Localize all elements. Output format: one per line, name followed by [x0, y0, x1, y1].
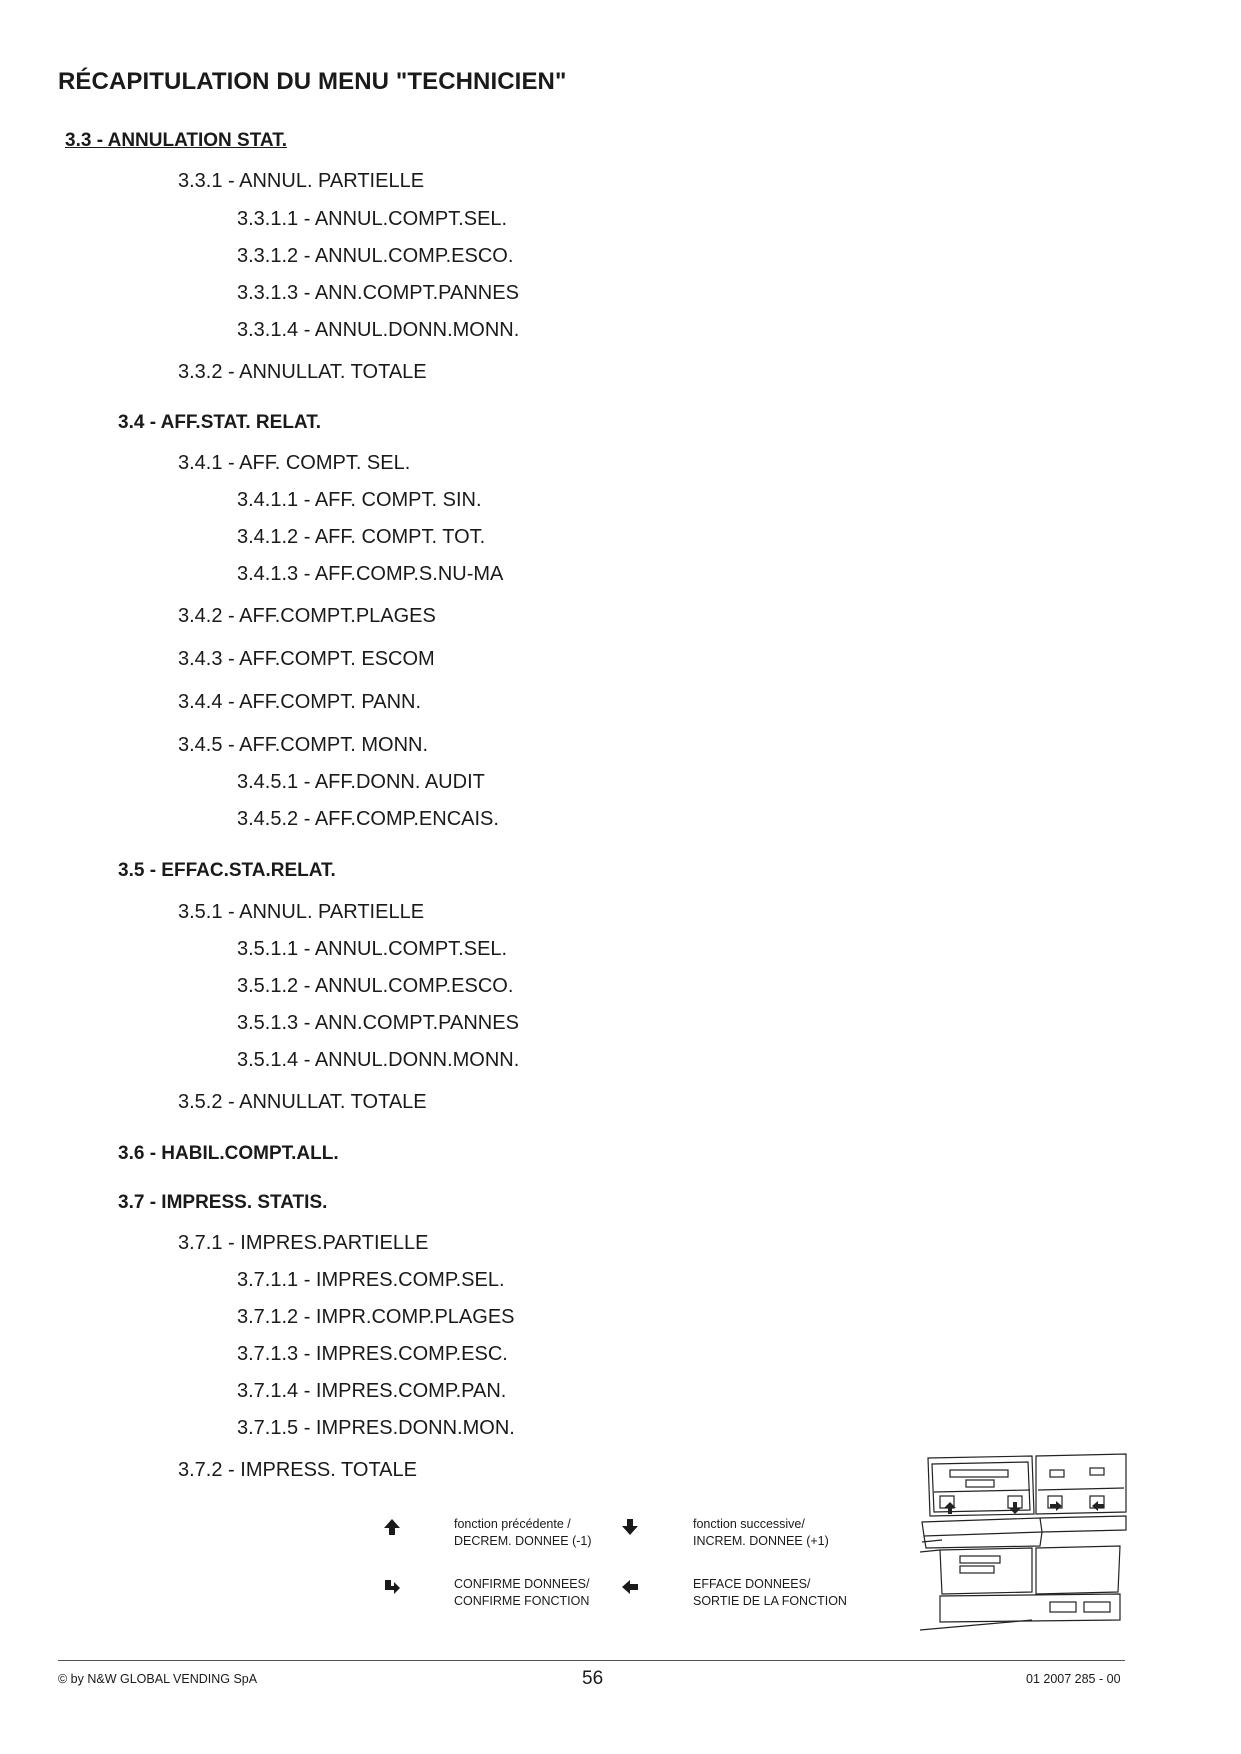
legend-confirm-text: [454, 1576, 589, 1610]
menu-item: 3.4.3 - AFF.COMPT. ESCOM: [178, 648, 435, 670]
menu-item: 3.5.1.1 - ANNUL.COMPT.SEL.: [237, 938, 508, 960]
footer-doc-code: 01 2007 285 - 00: [1026, 1672, 1121, 1686]
menu-item: 3.4.5.1 - AFF.DONN. AUDIT: [237, 771, 485, 793]
footer-divider: [58, 1660, 1125, 1661]
legend-down-text: [693, 1516, 829, 1550]
menu-item: 3.7.2 - IMPRESS. TOTALE: [178, 1459, 417, 1481]
legend-confirm-line2: CONFIRME FONCTION: [454, 1594, 590, 1608]
menu-item: 3.7.1.3 - IMPRES.COMP.ESC.: [237, 1343, 508, 1365]
legend-clear-line2: SORTIE DE LA FONCTION: [693, 1594, 847, 1608]
page-title: RÉCAPITULATION DU MENU "TECHNICIEN": [58, 68, 567, 95]
menu-item: 3.5.1.3 - ANN.COMPT.PANNES: [237, 1012, 519, 1034]
menu-item: 3.3.1.2 - ANNUL.COMP.ESCO.: [237, 245, 514, 267]
section-heading: 3.3 - ANNULATION STAT.: [65, 130, 288, 151]
legend-up-text: [454, 1516, 592, 1550]
arrow-confirm-icon: [382, 1577, 402, 1597]
legend-up-line2: DECREM. DONNEE (-1): [454, 1534, 592, 1548]
section-heading: 3.4 - AFF.STAT. RELAT.: [118, 412, 322, 433]
section-heading: 3.6 - HABIL.COMPT.ALL.: [118, 1143, 339, 1164]
menu-item: 3.4.1.2 - AFF. COMPT. TOT.: [237, 526, 486, 548]
footer-copyright: © by N&W GLOBAL VENDING SpA: [58, 1672, 258, 1686]
control-panel-illustration: [920, 1452, 1130, 1632]
menu-item: 3.4.2 - AFF.COMPT.PLAGES: [178, 605, 436, 627]
menu-item: 3.4.1 - AFF. COMPT. SEL.: [178, 452, 411, 474]
menu-item: 3.4.1.1 - AFF. COMPT. SIN.: [237, 489, 482, 511]
arrow-up-icon: [382, 1517, 402, 1537]
arrow-left-icon: [620, 1577, 640, 1597]
page-number: 56: [582, 1668, 604, 1689]
menu-item: 3.5.1 - ANNUL. PARTIELLE: [178, 901, 425, 923]
menu-item: 3.4.4 - AFF.COMPT. PANN.: [178, 691, 422, 713]
menu-item: 3.4.5 - AFF.COMPT. MONN.: [178, 734, 429, 756]
menu-item: 3.5.2 - ANNULLAT. TOTALE: [178, 1091, 427, 1113]
menu-item: 3.3.1.3 - ANN.COMPT.PANNES: [237, 282, 519, 304]
arrow-down-icon: [620, 1517, 640, 1537]
menu-item: 3.3.2 - ANNULLAT. TOTALE: [178, 361, 427, 383]
legend-confirm-line1: CONFIRME DONNEES/: [454, 1577, 590, 1591]
menu-item: 3.7.1.4 - IMPRES.COMP.PAN.: [237, 1380, 507, 1402]
menu-item: 3.3.1.4 - ANNUL.DONN.MONN.: [237, 319, 520, 341]
menu-item: 3.7.1.2 - IMPR.COMP.PLAGES: [237, 1306, 515, 1328]
menu-item: 3.4.1.3 - AFF.COMP.S.NU-MA: [237, 563, 504, 585]
menu-item: 3.3.1 - ANNUL. PARTIELLE: [178, 170, 425, 192]
legend-down-line1: fonction successive/: [693, 1517, 805, 1531]
menu-item: 3.5.1.2 - ANNUL.COMP.ESCO.: [237, 975, 514, 997]
legend-clear-text: [693, 1576, 847, 1610]
menu-item: 3.7.1 - IMPRES.PARTIELLE: [178, 1232, 429, 1254]
section-heading: 3.7 - IMPRESS. STATIS.: [118, 1192, 328, 1213]
menu-item: 3.7.1.1 - IMPRES.COMP.SEL.: [237, 1269, 505, 1291]
section-heading: 3.5 - EFFAC.STA.RELAT.: [118, 860, 336, 881]
legend-clear-line1: EFFACE DONNEES/: [693, 1577, 811, 1591]
menu-item: 3.5.1.4 - ANNUL.DONN.MONN.: [237, 1049, 520, 1071]
legend-down-line2: INCREM. DONNEE (+1): [693, 1534, 829, 1548]
menu-item: 3.7.1.5 - IMPRES.DONN.MON.: [237, 1417, 515, 1439]
legend-up-line1: fonction précédente /: [454, 1517, 571, 1531]
menu-item: 3.4.5.2 - AFF.COMP.ENCAIS.: [237, 808, 499, 830]
menu-item: 3.3.1.1 - ANNUL.COMPT.SEL.: [237, 208, 508, 230]
